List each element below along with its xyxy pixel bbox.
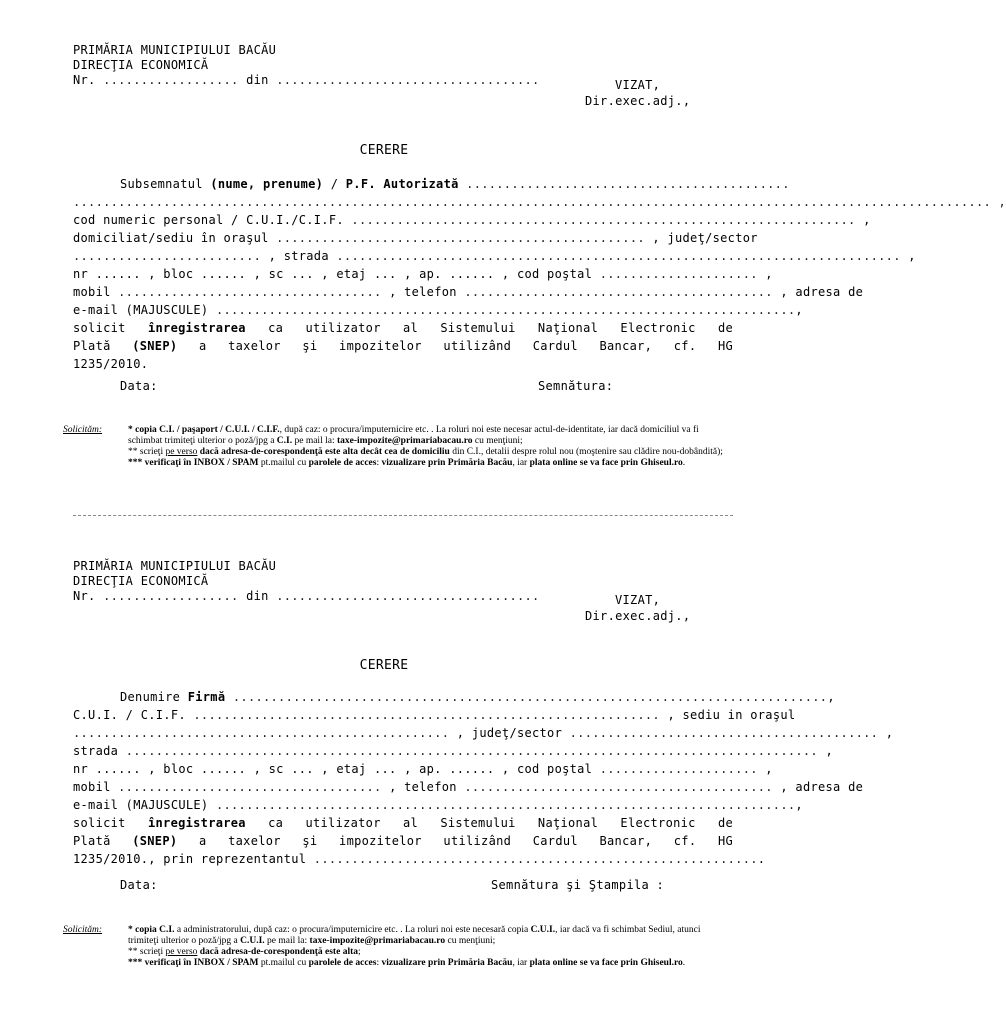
form1-title: CERERE [359, 143, 409, 158]
form1-note-3: *** verificaţi în INBOX / SPAM pt.mailul cu parolele de acces: vizualizare prin Primăria Bacău, iar plata online se va face prin Ghiseul.ro. [128, 458, 686, 468]
form1-notes [63, 425, 733, 469]
form2-date-label: Data: [120, 878, 158, 892]
form2-signature-label: Semnătura şi Ştampila : [491, 878, 665, 892]
form2-note-3: *** verificaţi în INBOX / SPAM pt.mailul cu parolele de acces: vizualizare prin Primăria Bacău, iar plata online se va face prin Ghiseul.ro. [128, 958, 686, 968]
form2-line-plata: Plată (SNEP) a taxelor şi impozitelor utilizând Cardul Bancar, cf. HG [73, 834, 733, 848]
form2-line-cui: C.U.I. / C.I.F. .............................................................. , sediu in oraşul [73, 708, 796, 722]
form1-line-email: e-mail (MAJUSCULE) ............................................................................., [73, 303, 803, 317]
form2-line-firma: Denumire Firmă ..............................................................................., [120, 690, 835, 704]
form1-vizat: VIZAT, Dir.exec.adj., [585, 78, 691, 108]
form2-note-1: * copia C.I. a administratorului, după caz: o procura/imputernicire etc. . La roluri noi este necesară copia C.U.I., iar dacă va fi schimbat Sediul, atunci trimiteţi ulterior o poză/jpg a C.U.I. pe mail la: taxe-impozite@primariabacau.ro cu menţiuni; [128, 925, 701, 946]
form1-body [73, 175, 1006, 395]
form1-line-strada: ......................... , strada ........................................................................... , [73, 249, 916, 263]
form1-line-name: Subsemnatul (nume, prenume) / P.F. Autorizată ........................................... [120, 177, 790, 191]
form2-body [73, 688, 894, 894]
registration-number-line: Nr. .................. din ................................... [73, 73, 540, 87]
form2-title: CERERE [359, 658, 409, 673]
form1-date-label: Data: [120, 379, 158, 393]
form1-line-solicit: solicit înregistrarea ca utilizator al Sistemului Naţional Electronic de [73, 321, 734, 335]
form1-signature-label: Semnătura: [538, 379, 614, 393]
form1-line-domiciliu: domiciliat/sediu în oraşul ................................................. , judeţ/sector [73, 231, 758, 245]
form2-vizat: VIZAT, Dir.exec.adj., [585, 593, 691, 623]
form2-note-2: ** scrieţi pe verso dacă adresa-de-corespondenţă este alta; [128, 947, 361, 957]
form1-date-row [73, 377, 733, 395]
registration-number-line: Nr. .................. din ................................... [73, 589, 540, 603]
form2-line-solicit: solicit înregistrarea ca utilizator al Sistemului Naţional Electronic de [73, 816, 734, 830]
form1-line-cnp: cod numeric personal / C.U.I./C.I.F. ................................................................... , [73, 213, 871, 227]
form2-line-adresa: nr ...... , bloc ...... , sc ... , etaj ... , ap. ...... , cod poştal ..................... , [73, 762, 773, 776]
institution-name: PRIMĂRIA MUNICIPIULUI BACĂU [73, 559, 277, 573]
form1-note-1: * copia C.I. / paşaport / C.U.I. / C.I.F., după caz: o procura/imputernicire etc. . La roluri noi este necesar actul-de-identitate, iar dacă domiciliul va fi schimbat trimiteţi ulterior o poză/jpg a C.I. pe mail la: taxe-impozite@primariabacau.ro cu menţiuni; [128, 425, 699, 446]
form2-line-mobil: mobil ................................... , telefon ......................................... , adresa de [73, 780, 864, 794]
form1-note-2: ** scrieţi pe verso dacă adresa-de-corespondenţă este alta decât cea de domiciliu din C.I., detalii despre rolul nou (moştenire sau clădire nou-dobândită); [128, 447, 723, 457]
form1-line-mobil: mobil ................................... , telefon ......................................... , adresa de [73, 285, 864, 299]
department-name: DIRECŢIA ECONOMICĂ [73, 58, 209, 72]
form1-line-name-cont: .......................................................................................................................... , [73, 195, 1006, 209]
form2-date-row [73, 876, 733, 894]
form2-line-hg: 1235/2010., prin reprezentantul ............................................................ [73, 852, 766, 866]
department-name: DIRECŢIA ECONOMICĂ [73, 574, 209, 588]
form1-line-hg: 1235/2010. [73, 357, 149, 371]
form2-line-strada: strada ............................................................................................ , [73, 744, 834, 758]
form2-line-judet: .................................................. , judeţ/sector ......................................... , [73, 726, 894, 740]
cut-line-separator [73, 515, 733, 516]
form1-notes-label: Solicităm: [63, 425, 103, 435]
form2-line-email: e-mail (MAJUSCULE) ............................................................................., [73, 798, 803, 812]
form2-notes [63, 925, 733, 969]
form2-notes-label: Solicităm: [63, 925, 103, 935]
institution-name: PRIMĂRIA MUNICIPIULUI BACĂU [73, 43, 277, 57]
form1-line-plata: Plată (SNEP) a taxelor şi impozitelor utilizând Cardul Bancar, cf. HG [73, 339, 733, 353]
form1-line-adresa: nr ...... , bloc ...... , sc ... , etaj ... , ap. ...... , cod poştal ..................... , [73, 267, 773, 281]
